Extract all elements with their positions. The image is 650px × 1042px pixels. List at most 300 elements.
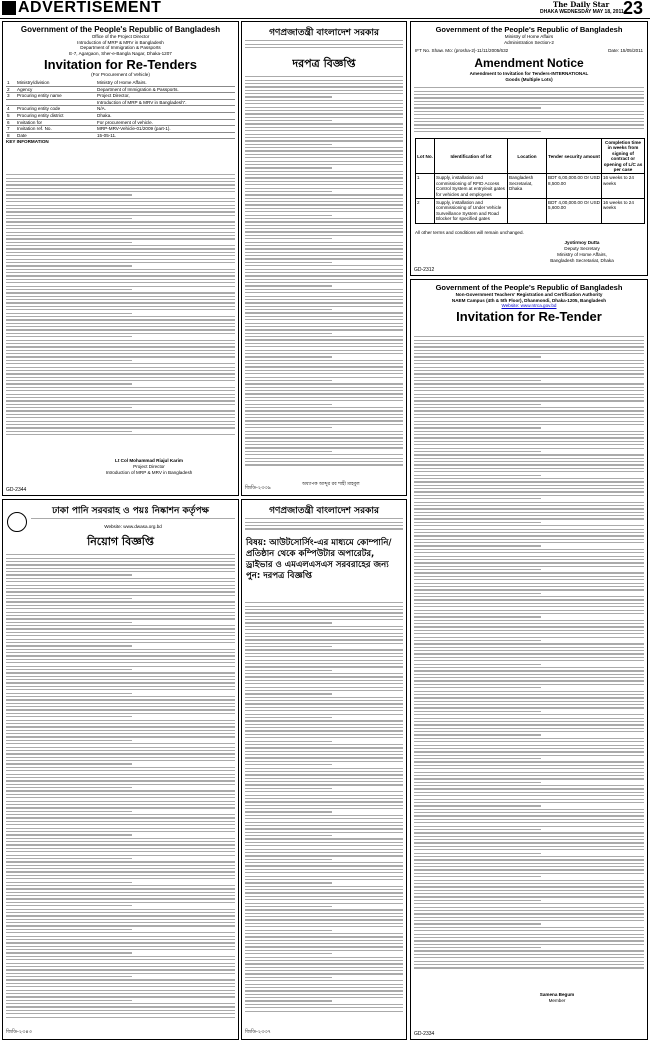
text-line bbox=[414, 373, 644, 374]
text-line bbox=[245, 643, 403, 644]
text-line bbox=[414, 529, 644, 530]
text-line bbox=[245, 174, 403, 175]
text-line bbox=[6, 747, 235, 748]
text-line bbox=[6, 963, 235, 964]
text-line bbox=[6, 726, 235, 727]
text-line bbox=[245, 360, 403, 361]
text-line bbox=[6, 380, 235, 381]
text-line bbox=[245, 825, 403, 826]
text-line bbox=[6, 902, 235, 903]
text-line bbox=[6, 255, 235, 256]
ad1-title: Government of the People's Republic of Bangladesh bbox=[20, 25, 221, 34]
ad1-table-cell: N/A. bbox=[97, 106, 106, 112]
text-line bbox=[414, 873, 644, 874]
ad3-lot-cell: 1 bbox=[416, 174, 435, 199]
text-line bbox=[245, 299, 403, 300]
ad1-sub2: Introduction of MRP & MRV in Bangladesh bbox=[77, 39, 164, 45]
text-line bbox=[6, 875, 235, 876]
text-line bbox=[414, 633, 644, 634]
text-line bbox=[245, 987, 403, 988]
ad2-body-text bbox=[245, 74, 403, 469]
text-line bbox=[6, 959, 235, 960]
text-line bbox=[414, 586, 644, 587]
ad3-remain: All other terms and conditions will remain unchanged. bbox=[415, 230, 524, 235]
text-line bbox=[414, 94, 644, 95]
text-line bbox=[414, 687, 541, 688]
text-line bbox=[414, 640, 541, 641]
text-line bbox=[245, 747, 403, 748]
ad5-title: ঢাকা পানি সরবরাহ ও পয়ঃ নিষ্কাশন কর্তৃপক্ষ bbox=[52, 506, 209, 516]
text-line bbox=[245, 869, 403, 870]
text-line bbox=[414, 836, 644, 837]
text-line bbox=[6, 743, 235, 744]
ad2-sign: অধ্যাপক আব্দুর রব শাহী মাহবুল bbox=[302, 482, 360, 487]
text-line bbox=[245, 144, 332, 145]
text-line bbox=[245, 171, 403, 172]
text-line bbox=[6, 946, 235, 947]
ad1-table-cell: 6 bbox=[7, 119, 10, 125]
text-line bbox=[414, 502, 644, 503]
text-line bbox=[245, 798, 403, 799]
text-line bbox=[6, 662, 235, 663]
text-line bbox=[6, 581, 235, 582]
text-line bbox=[245, 720, 403, 721]
text-line bbox=[6, 319, 235, 320]
text-line bbox=[6, 598, 132, 599]
text-line bbox=[245, 697, 403, 698]
text-line bbox=[414, 121, 644, 122]
ad6-subject: বিষয়: আউটসোর্সিং-এর মাধ্যমে কোম্পানি/প্রতিষ্ঠান থেকে কম্পিউটার অপারেটর, ড্রাইভার ও এমএলএসএস সরবরাহের জন্য পুন: দরপত্র বিজ্ঞপ্তি bbox=[246, 538, 392, 581]
text-line bbox=[245, 889, 403, 890]
text-line bbox=[6, 811, 132, 812]
text-line bbox=[414, 124, 644, 125]
text-line bbox=[414, 539, 644, 540]
text-line bbox=[414, 782, 541, 783]
ad1-heading: Invitation for Re-Tenders bbox=[44, 57, 197, 73]
text-line bbox=[6, 397, 235, 398]
text-line bbox=[245, 737, 403, 738]
text-line bbox=[6, 360, 132, 361]
text-line bbox=[245, 629, 403, 630]
text-line bbox=[245, 383, 403, 384]
ad3-lot-cell: BDT 4,00,000.00 Or USD 5,600.00 bbox=[547, 199, 602, 224]
text-line bbox=[6, 686, 235, 687]
text-line bbox=[414, 400, 644, 401]
text-line bbox=[6, 269, 235, 270]
text-line bbox=[6, 882, 132, 883]
text-line bbox=[6, 693, 132, 694]
text-line bbox=[6, 716, 132, 717]
text-line bbox=[245, 963, 403, 964]
ad4-sign-title: Member bbox=[548, 998, 566, 1003]
text-line bbox=[245, 734, 403, 735]
text-line bbox=[245, 980, 403, 981]
text-line bbox=[414, 114, 644, 115]
text-line bbox=[245, 832, 403, 833]
text-line bbox=[414, 451, 541, 452]
text-line bbox=[6, 895, 235, 896]
text-line bbox=[245, 191, 332, 192]
text-line bbox=[245, 420, 403, 421]
text-line bbox=[414, 721, 644, 722]
text-line bbox=[245, 670, 332, 671]
text-line bbox=[6, 289, 132, 290]
text-line bbox=[245, 646, 332, 647]
text-line bbox=[245, 208, 403, 209]
text-line bbox=[6, 790, 235, 791]
text-line bbox=[245, 431, 403, 432]
text-line bbox=[414, 572, 644, 573]
ad3-subheading2: Goods (Multiple Lots) bbox=[505, 77, 553, 82]
text-line bbox=[6, 323, 235, 324]
text-line bbox=[245, 751, 403, 752]
ad1-table-row bbox=[6, 113, 235, 120]
text-line bbox=[245, 1004, 403, 1005]
text-line bbox=[414, 772, 644, 773]
text-line bbox=[414, 545, 541, 546]
text-line bbox=[414, 576, 644, 577]
text-line bbox=[245, 404, 332, 405]
text-line bbox=[245, 930, 332, 931]
text-line bbox=[6, 939, 235, 940]
text-line bbox=[6, 885, 235, 886]
text-line bbox=[414, 869, 644, 870]
text-line bbox=[245, 818, 403, 819]
text-line bbox=[245, 774, 403, 775]
text-line bbox=[414, 434, 644, 435]
text-line bbox=[6, 265, 132, 266]
text-line bbox=[6, 296, 235, 297]
text-line bbox=[414, 859, 644, 860]
ad1-table-cell: Invitation ref. No. bbox=[17, 126, 52, 132]
text-line bbox=[6, 807, 235, 808]
text-line bbox=[245, 771, 403, 772]
text-line bbox=[245, 778, 403, 779]
text-line bbox=[6, 329, 235, 330]
text-line bbox=[414, 667, 644, 668]
text-line bbox=[6, 245, 235, 246]
text-line bbox=[414, 620, 644, 621]
text-line bbox=[245, 626, 403, 627]
text-line bbox=[245, 673, 403, 674]
text-line bbox=[245, 228, 403, 229]
text-line bbox=[6, 421, 235, 422]
text-line bbox=[245, 417, 403, 418]
text-line bbox=[245, 120, 332, 121]
text-line bbox=[6, 178, 235, 179]
text-line bbox=[245, 811, 332, 812]
text-line bbox=[6, 205, 235, 206]
text-line bbox=[6, 578, 235, 579]
text-line bbox=[414, 937, 644, 938]
text-line bbox=[414, 930, 644, 931]
text-line bbox=[245, 454, 403, 455]
text-line bbox=[245, 83, 403, 84]
text-line bbox=[6, 608, 235, 609]
text-line bbox=[414, 758, 541, 759]
text-line bbox=[6, 936, 235, 937]
text-line bbox=[6, 259, 235, 260]
text-line bbox=[245, 960, 403, 961]
text-line bbox=[6, 851, 235, 852]
text-line bbox=[245, 690, 403, 691]
text-line bbox=[414, 842, 644, 843]
text-line bbox=[245, 235, 403, 236]
text-line bbox=[6, 993, 235, 994]
text-line bbox=[245, 346, 403, 347]
text-line bbox=[414, 950, 644, 951]
text-line bbox=[245, 913, 403, 914]
dateline: DHAKA WEDNESDAY MAY 18, 2011 bbox=[540, 9, 624, 15]
text-line bbox=[245, 316, 403, 317]
text-line bbox=[6, 625, 235, 626]
text-line bbox=[414, 890, 644, 891]
text-line bbox=[245, 842, 403, 843]
ad1-sub3: Department of Immigration & Passports bbox=[80, 45, 161, 51]
text-line bbox=[6, 669, 132, 670]
text-line bbox=[6, 996, 235, 997]
ad1-sign-title: Project Director bbox=[133, 464, 165, 469]
text-line bbox=[245, 619, 403, 620]
text-line bbox=[6, 797, 235, 798]
ad3-sign-name: Jyotirmoy Dutta bbox=[564, 240, 600, 245]
text-line bbox=[414, 738, 644, 739]
text-line bbox=[6, 777, 235, 778]
text-line bbox=[414, 839, 644, 840]
ad1-table-row bbox=[6, 87, 235, 94]
text-line bbox=[245, 339, 403, 340]
ad1-table-cell: Department of Immigration & Passports. bbox=[97, 86, 179, 92]
ad3-sign-title: Deputy Secretary bbox=[564, 246, 600, 251]
newspaper-logo-icon bbox=[2, 1, 16, 15]
text-line bbox=[245, 714, 403, 715]
ad5-heading: নিয়োগ বিজ্ঞপ্তি bbox=[87, 535, 154, 548]
text-line bbox=[6, 659, 235, 660]
text-line bbox=[6, 649, 235, 650]
text-line bbox=[245, 946, 403, 947]
text-line bbox=[6, 929, 132, 930]
text-line bbox=[414, 343, 644, 344]
text-line bbox=[414, 336, 644, 337]
ad5-body-text bbox=[6, 552, 235, 1022]
text-line bbox=[414, 380, 541, 381]
text-line bbox=[245, 215, 332, 216]
text-line bbox=[245, 366, 403, 367]
text-line bbox=[245, 279, 403, 280]
text-line bbox=[414, 394, 644, 395]
text-line bbox=[245, 953, 332, 954]
text-line bbox=[245, 312, 403, 313]
text-line bbox=[6, 370, 235, 371]
text-line bbox=[6, 282, 235, 283]
text-line bbox=[6, 871, 235, 872]
text-line bbox=[414, 670, 644, 671]
text-line bbox=[414, 761, 644, 762]
text-line bbox=[6, 888, 235, 889]
text-line bbox=[245, 188, 403, 189]
text-line bbox=[414, 623, 644, 624]
text-line bbox=[245, 754, 403, 755]
text-line bbox=[414, 593, 541, 594]
text-line bbox=[6, 302, 235, 303]
ad3-lot-row bbox=[416, 199, 645, 224]
text-line bbox=[6, 767, 235, 768]
text-line bbox=[245, 606, 403, 607]
text-line bbox=[245, 363, 403, 364]
ad3-col-loc: Location bbox=[508, 139, 547, 174]
text-line bbox=[414, 734, 541, 735]
text-line bbox=[6, 821, 235, 822]
ad3-col-sec: Tender security amount bbox=[547, 139, 602, 174]
text-line bbox=[245, 899, 403, 900]
text-line bbox=[6, 922, 235, 923]
text-line bbox=[414, 880, 644, 881]
text-line bbox=[6, 983, 235, 984]
ad3-lot-row bbox=[416, 174, 645, 199]
text-line bbox=[245, 198, 403, 199]
text-line bbox=[6, 770, 235, 771]
text-line bbox=[6, 915, 235, 916]
text-line bbox=[6, 1003, 235, 1004]
text-line bbox=[245, 265, 403, 266]
text-line bbox=[6, 763, 132, 764]
text-line bbox=[6, 272, 235, 273]
text-line bbox=[414, 377, 644, 378]
text-line bbox=[6, 831, 235, 832]
text-line bbox=[6, 986, 235, 987]
text-line bbox=[6, 568, 235, 569]
text-line bbox=[414, 387, 644, 388]
text-line bbox=[414, 356, 541, 357]
text-line bbox=[6, 309, 235, 310]
ad1-table-cell: Project Director, bbox=[97, 93, 130, 99]
text-line bbox=[6, 976, 132, 977]
text-line bbox=[414, 637, 644, 638]
text-line bbox=[245, 292, 403, 293]
text-line bbox=[245, 977, 332, 978]
text-line bbox=[6, 760, 235, 761]
text-line bbox=[414, 785, 644, 786]
text-line bbox=[414, 107, 541, 108]
section-title: ADVERTISEMENT bbox=[18, 0, 162, 16]
text-line bbox=[414, 346, 644, 347]
text-line bbox=[414, 680, 644, 681]
text-line bbox=[245, 940, 403, 941]
text-line bbox=[6, 703, 235, 704]
dwasa-logo-icon bbox=[7, 512, 27, 532]
ad4-sub2: NAEM Campus (4th & 5th Floor), Dhanmondi, Dhaka-1205, Bangladesh bbox=[451, 297, 607, 303]
text-line bbox=[245, 707, 403, 708]
text-line bbox=[6, 639, 235, 640]
text-line bbox=[414, 118, 644, 119]
text-line bbox=[245, 393, 403, 394]
text-line bbox=[245, 441, 403, 442]
text-line bbox=[245, 242, 403, 243]
text-line bbox=[245, 886, 403, 887]
text-line bbox=[6, 215, 235, 216]
text-line bbox=[6, 414, 235, 415]
text-line bbox=[414, 913, 644, 914]
text-line bbox=[414, 478, 644, 479]
text-line bbox=[414, 745, 644, 746]
text-line bbox=[6, 618, 235, 619]
text-line bbox=[414, 353, 644, 354]
text-line bbox=[245, 923, 403, 924]
text-line bbox=[6, 356, 235, 357]
ad1-table-cell: 3 bbox=[7, 93, 10, 99]
text-line bbox=[245, 76, 403, 77]
ad4-website-link[interactable]: Website: www.ntrca.gov.bd bbox=[501, 303, 557, 309]
text-line bbox=[245, 822, 403, 823]
ad3-lot-cell: Bangladesh Secretariat, Dhaka bbox=[508, 174, 547, 199]
text-line bbox=[6, 736, 235, 737]
text-line bbox=[414, 944, 644, 945]
text-line bbox=[414, 390, 644, 391]
ad1-table-cell bbox=[16, 100, 96, 106]
text-line bbox=[245, 110, 403, 111]
text-line bbox=[414, 957, 644, 958]
text-line bbox=[245, 326, 403, 327]
text-line bbox=[245, 262, 332, 263]
text-line bbox=[414, 653, 644, 654]
text-line bbox=[414, 414, 644, 415]
text-line bbox=[6, 201, 235, 202]
paper-name: The Daily Star bbox=[553, 0, 610, 9]
text-line bbox=[6, 676, 235, 677]
text-line bbox=[6, 427, 235, 428]
text-line bbox=[6, 306, 235, 307]
text-line bbox=[245, 194, 403, 195]
text-line bbox=[414, 448, 644, 449]
text-line bbox=[245, 336, 403, 337]
text-line bbox=[414, 856, 644, 857]
text-line bbox=[245, 100, 403, 101]
text-line bbox=[245, 865, 403, 866]
text-line bbox=[6, 353, 235, 354]
text-line bbox=[414, 923, 541, 924]
text-line bbox=[245, 107, 403, 108]
text-line bbox=[414, 691, 644, 692]
text-line bbox=[414, 961, 644, 962]
text-line bbox=[414, 613, 644, 614]
text-line bbox=[245, 784, 403, 785]
ad-amendment-notice bbox=[410, 21, 648, 276]
text-line bbox=[6, 431, 132, 432]
text-line bbox=[414, 404, 541, 405]
text-line bbox=[245, 950, 403, 951]
text-line bbox=[245, 157, 403, 158]
text-line bbox=[414, 485, 644, 486]
text-line bbox=[245, 96, 332, 97]
text-line bbox=[245, 167, 332, 168]
text-line bbox=[245, 113, 403, 114]
text-line bbox=[6, 814, 235, 815]
text-line bbox=[6, 709, 235, 710]
text-line bbox=[245, 137, 403, 138]
text-line bbox=[414, 947, 541, 948]
ad1-table-row bbox=[6, 106, 235, 113]
text-line bbox=[245, 616, 403, 617]
ad-dwasa-recruitment bbox=[2, 499, 239, 1040]
text-line bbox=[414, 579, 644, 580]
text-line bbox=[245, 373, 403, 374]
text-line bbox=[245, 140, 403, 141]
text-line bbox=[414, 97, 644, 98]
text-line bbox=[414, 829, 541, 830]
text-line bbox=[6, 723, 235, 724]
text-line bbox=[245, 161, 403, 162]
text-line bbox=[414, 535, 644, 536]
